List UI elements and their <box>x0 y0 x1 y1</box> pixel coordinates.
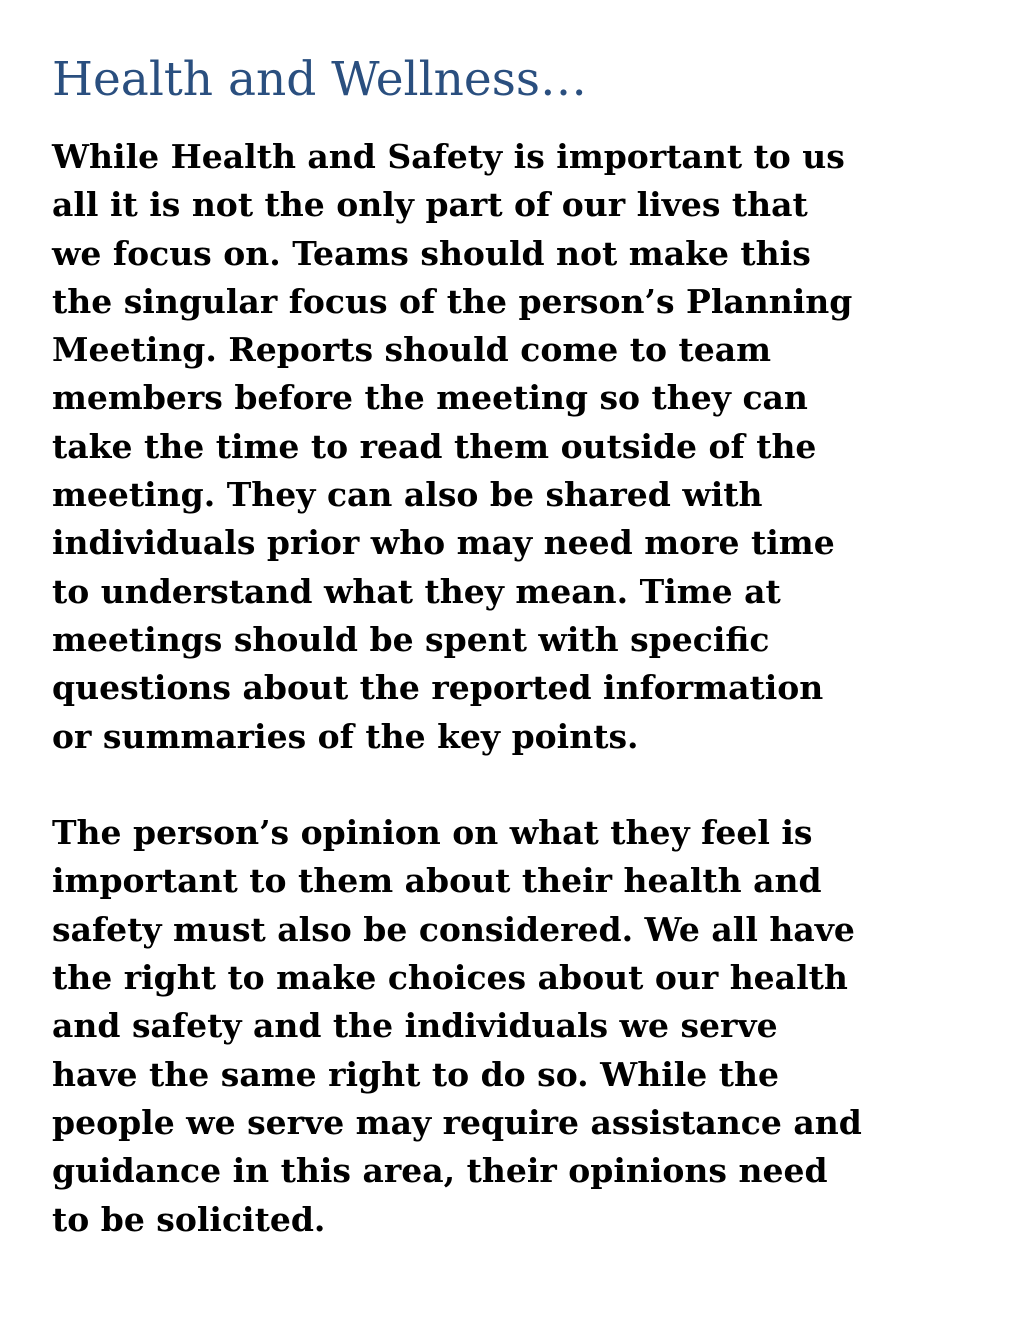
page-title: Health and Wellness… <box>52 52 587 107</box>
text-line: meetings should be spent with specific <box>52 619 770 659</box>
text-line: or summaries of the key points. <box>52 716 639 756</box>
text-line: the singular focus of the person’s Planning <box>52 281 853 321</box>
text-line: and safety and the individuals we serve <box>52 1006 778 1046</box>
text-line: we focus on. Teams should not make this <box>52 233 811 273</box>
paragraph-spacer <box>52 761 992 809</box>
text-line: the right to make choices about our health <box>52 958 848 998</box>
text-line: have the same right to do so. While the <box>52 1054 779 1094</box>
text-line: The person’s opinion on what they feel is <box>52 813 813 853</box>
document-page <box>52 52 992 1244</box>
text-line: Meeting. Reports should come to team <box>52 330 772 370</box>
text-line: While Health and Safety is important to us <box>52 137 845 176</box>
body-text <box>52 133 992 1244</box>
text-line: safety must also be considered. We all have <box>52 909 855 949</box>
text-line: all it is not the only part of our lives that <box>52 185 808 225</box>
paragraph-2 <box>52 809 992 1244</box>
text-line: to understand what they mean. Time at <box>52 571 781 611</box>
text-line: individuals prior who may need more time <box>52 523 835 563</box>
text-line: important to them about their health and <box>52 861 822 901</box>
text-line: questions about the reported information <box>52 668 824 708</box>
text-line: people we serve may require assistance and <box>52 1102 862 1142</box>
text-line: guidance in this area, their opinions need <box>52 1151 828 1191</box>
paragraph-1 <box>52 133 992 761</box>
text-line: to be solicited. <box>52 1199 326 1239</box>
text-line: meeting. They can also be shared with <box>52 475 763 515</box>
text-line: take the time to read them outside of the <box>52 426 817 466</box>
text-line: members before the meeting so they can <box>52 378 808 418</box>
